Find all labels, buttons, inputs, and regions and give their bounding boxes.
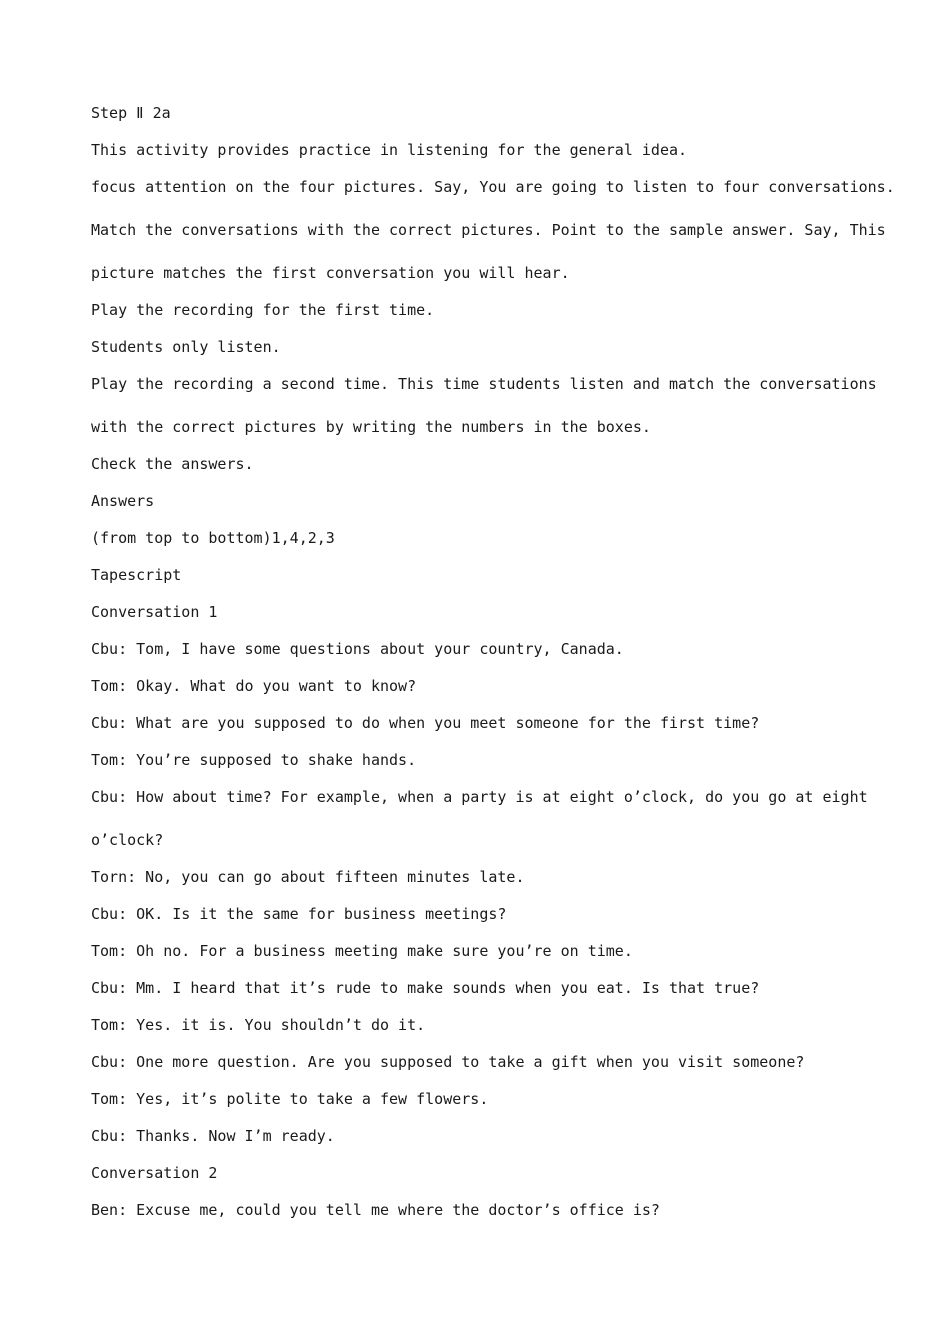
- dialogue-line: Cbu: Mm. I heard that it’s rude to make sounds when you eat. Is that true?: [91, 979, 760, 997]
- dialogue-line: Torn: No, you can go about fifteen minutes late.: [91, 868, 525, 886]
- dialogue-line: Tom: Yes, it’s polite to take a few flowers.: [91, 1090, 489, 1108]
- instruction-line: with the correct pictures by writing the numbers in the boxes.: [91, 418, 651, 436]
- dialogue-line: Cbu: Tom, I have some questions about your country, Canada.: [91, 640, 624, 658]
- dialogue-line: Cbu: Thanks. Now I’m ready.: [91, 1127, 335, 1145]
- instruction-line: Check the answers.: [91, 455, 254, 473]
- dialogue-line: Cbu: OK. Is it the same for business meetings?: [91, 905, 507, 923]
- conversation-heading: Conversation 1: [91, 603, 218, 621]
- tapescript-heading: Tapescript: [91, 566, 182, 584]
- instruction-line: picture matches the first conversation you will hear.: [91, 264, 570, 282]
- dialogue-line: Ben: Excuse me, could you tell me where the doctor’s office is?: [91, 1201, 660, 1219]
- dialogue-line: Cbu: What are you supposed to do when you meet someone for the first time?: [91, 714, 760, 732]
- dialogue-line: Cbu: One more question. Are you supposed to take a gift when you visit someone?: [91, 1053, 805, 1071]
- dialogue-line: Cbu: How about time? For example, when a party is at eight o’clock, do you go at eight: [91, 788, 868, 806]
- instruction-line: Match the conversations with the correct pictures. Point to the sample answer. Say, This: [91, 221, 886, 239]
- dialogue-line: Tom: Oh no. For a business meeting make sure you’re on time.: [91, 942, 633, 960]
- dialogue-line: o’clock?: [91, 831, 164, 849]
- answers-text: (from top to bottom)1,4,2,3: [91, 529, 335, 547]
- activity-intro: This activity provides practice in listening for the general idea.: [91, 141, 688, 159]
- instruction-line: focus attention on the four pictures. Say, You are going to listen to four conversations.: [91, 178, 895, 196]
- conversation-heading: Conversation 2: [91, 1164, 218, 1182]
- dialogue-line: Tom: You’re supposed to shake hands.: [91, 751, 417, 769]
- instruction-line: Students only listen.: [91, 338, 281, 356]
- instruction-line: Play the recording for the first time.: [91, 301, 435, 319]
- dialogue-line: Tom: Okay. What do you want to know?: [91, 677, 417, 695]
- instruction-line: Play the recording a second time. This time students listen and match the conversations: [91, 375, 877, 393]
- dialogue-line: Tom: Yes. it is. You shouldn’t do it.: [91, 1016, 426, 1034]
- answers-heading: Answers: [91, 492, 155, 510]
- step-heading: Step Ⅱ 2a: [91, 104, 171, 122]
